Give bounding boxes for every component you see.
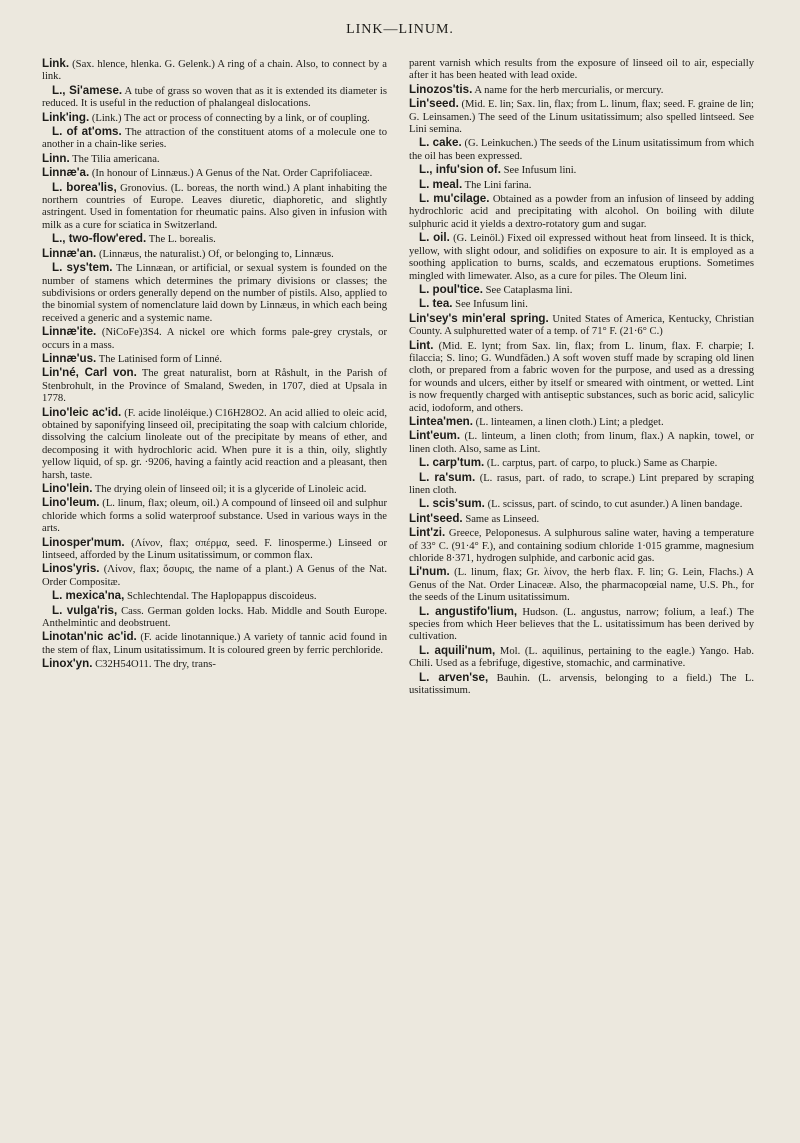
entry-text: (L. carptus, part. of carpo, to pluck.) Same as Charpie.	[486, 458, 718, 470]
entry-text: The drying olein of linseed oil; it is a glyceride of Linoleic acid.	[94, 484, 367, 495]
entry-headword: Link'ing.	[42, 110, 90, 124]
dictionary-entry	[42, 167, 387, 180]
entry-headword: Lint'seed.	[409, 511, 463, 525]
entry-text: Schlechtendal. The Haplopappus discoideus.	[127, 591, 317, 603]
dictionary-entry	[42, 563, 387, 589]
dictionary-entry	[409, 606, 754, 644]
entry-headword: L. sys'tem.	[52, 261, 113, 275]
entry-headword: L. angustifo'lium,	[419, 604, 518, 618]
entry-text: Hudson. (L. angustus, narrow; folium, a leaf.) The species from which Heer believes that the L. usitatissimum has been derived by cultivation.	[409, 606, 754, 643]
dictionary-entry	[409, 672, 754, 698]
dictionary-entry	[409, 513, 754, 526]
entry-headword: Lin'né, Carl von.	[42, 366, 137, 380]
entry-text: See Infusum lini.	[503, 165, 577, 177]
entry-headword: L. poul'tice.	[419, 282, 483, 296]
entry-headword: L. scis'sum.	[419, 497, 485, 511]
entry-text: A tube of grass so woven that as it is extended its diameter is reduced. It is useful in the reduction of phalangeal dislocations.	[42, 85, 387, 110]
dictionary-entry	[409, 232, 754, 283]
dictionary-entry	[42, 233, 387, 246]
entry-text: United States of America, Kentucky, Christian County. A sulphuretted water of a temp. of 71° F. (21·6° C.)	[409, 313, 755, 338]
entry-headword: L., two-flow'ered.	[52, 232, 147, 246]
entry-text: Greece, Peloponesus. A sulphurous saline water, having a temperature of 33° C. (91·4° F.), and containing sodium chloride 1·015 gramme, magnesium chloride 8·371, hydrogen sulphide, and carbonic acid gas.	[409, 528, 755, 565]
dictionary-entry	[42, 182, 387, 233]
entry-text: (G. Leinkuchen.) The seeds of the Linum usitatissimum from which the oil has been expressed.	[409, 138, 754, 162]
entry-text: Gronovius. (L. boreas, the north wind.) A plant inhabiting the northern countries of Europe. Leaves diuretic, diaphoretic, and slightly astringent. Used in fomentation for rheumatic pains. Also given in infusion with milk as a cure for sciatica in Switzerland.	[42, 182, 388, 231]
entry-headword: Li'num.	[409, 565, 450, 579]
entry-headword: Lino'leum.	[42, 496, 100, 510]
dictionary-entry	[42, 153, 387, 166]
dictionary-entry	[409, 340, 754, 415]
entry-headword: L. arven'se,	[419, 670, 489, 684]
dictionary-entry	[42, 497, 387, 535]
entry-headword: Lin'seed.	[409, 97, 459, 111]
dictionary-entry	[409, 566, 754, 604]
entry-text: (L. linteamen, a linen cloth.) Lint; a pledget.	[475, 416, 664, 428]
entry-text: Obtained as a powder from an infusion of linseed by adding hydrochloric acid and precipitating with alcohol. On boiling with dilute sulphuric acid it yields a dextro-rotatory gum and sugar.	[409, 194, 754, 230]
entry-headword: Linox'yn.	[42, 657, 93, 671]
entry-headword: Linnæ'a.	[42, 166, 90, 180]
dictionary-entry	[42, 85, 387, 111]
entry-text: A name for the herb mercurialis, or mercury.	[474, 84, 664, 96]
entry-headword: L. borea'lis,	[52, 180, 117, 194]
entry-text: (L. linum, flax; Gr. λίνον, the herb flax. F. lin; G. Lein, Flachs.) A Genus of the Nat. Order Linaceæ. Also, the pharmacopœial name, U.S. Ph., for the seeds of the Linum usitatissimum.	[409, 567, 754, 604]
entry-text: (Sax. hlence, hlenka. G. Gelenk.) A ring of a chain. Also, to connect by a link.	[42, 59, 387, 83]
entry-text: (Link.) The act or process of connecting by a link, or of coupling.	[91, 112, 370, 124]
entry-text: The great naturalist, born at Råshult, in the Parish of Stenbrohult, in the Province of Smaland, Sweden, in 1707, died at Upsala in 1778.	[42, 368, 387, 405]
dictionary-entry	[42, 483, 387, 496]
entry-headword: Linos'yris.	[42, 562, 100, 576]
dictionary-entry	[409, 179, 754, 192]
entry-headword: Linotan'nic ac'id.	[42, 630, 137, 644]
dictionary-entry	[409, 193, 754, 231]
entry-headword: L. carp'tum.	[419, 456, 485, 470]
entry-text: (L. rasus, part. of rado, to scrape.) Lint prepared by scraping linen cloth.	[409, 472, 754, 496]
entry-text: C32H54O11. The dry, trans-	[95, 659, 216, 671]
right-column	[409, 58, 754, 699]
entry-text: (Linnæus, the naturalist.) Of, or belonging to, Linnæus.	[98, 248, 334, 260]
entry-headword: Linnæ'ite.	[42, 325, 97, 339]
entry-headword: L. cake.	[419, 136, 462, 150]
entry-text: (NiCoFe)3S4. A nickel ore which forms pale-grey crystals, or occurs in a mass.	[42, 327, 387, 351]
entry-headword: L. mexica'na,	[52, 589, 125, 603]
dictionary-entry	[42, 407, 387, 482]
entry-headword: L. meal.	[419, 177, 463, 191]
dictionary-entry	[409, 498, 754, 511]
entry-text: See Cataplasma lini.	[485, 284, 573, 296]
entry-headword: Linozos'tis.	[409, 82, 473, 96]
entry-headword: Linn.	[42, 151, 70, 165]
entry-headword: Lino'leic ac'id.	[42, 405, 122, 419]
dictionary-entry	[42, 112, 387, 125]
entry-text: (F. acide linotannique.) A variety of tannic acid found in the stem of flax, Linum usitatissimum. It is coloured green by ferric perchloride.	[42, 632, 387, 656]
dictionary-entry	[42, 590, 387, 603]
entry-text: (G. Leinöl.) Fixed oil expressed without heat from linseed. It is thick, yellow, with slight odour, and solidifies on exposure to air. It is employed as a soothing application to burns, scalds, and eczematous eruptions. Sometimes mingled with limewater. Also, as a cure for piles. The Oleum lini.	[409, 233, 754, 282]
entry-text: (In honour of Linnæus.) A Genus of the Nat. Order Caprifoliaceæ.	[91, 168, 373, 180]
dictionary-entry	[409, 298, 754, 311]
entry-headword: Linnæ'us.	[42, 351, 97, 365]
entry-headword: Lino'lein.	[42, 482, 93, 495]
entry-text: The Linnæan, or artificial, or sexual system is founded on the number of stamens which determines the primary divisions or classes; the subdivisions or orders generally depend on the number of pistils. Also, applied to the binomial system of nomenclature laid down by Linnæus, in which each being received a generic and a systemic name.	[42, 263, 387, 324]
dictionary-entry	[42, 326, 387, 352]
entry-text: See Infusum lini.	[455, 299, 528, 311]
entry-text: The attraction of the constituent atoms of a molecule one to another in a chain-like series.	[42, 127, 387, 151]
entry-headword: Lint.	[409, 338, 434, 352]
dictionary-entry	[409, 84, 754, 97]
dictionary-entry	[42, 262, 387, 325]
entry-headword: L. oil.	[419, 231, 450, 245]
dictionary-entry	[409, 284, 754, 297]
entry-text: Mol. (L. aquilinus, pertaining to the eagle.) Yango. Hab. Chili. Used as a febrifuge, digestive, stomachic, and carminative.	[409, 645, 754, 670]
entry-headword: Lintea'men.	[409, 414, 473, 428]
entry-headword: Linosper'mum.	[42, 535, 125, 549]
entry-text: Bauhin. (L. arvensis, belonging to a field.) The L. usitatissimum.	[409, 672, 755, 697]
entry-headword: L. ra'sum.	[419, 470, 476, 484]
dictionary-entry	[409, 58, 754, 83]
entry-text: (L. scissus, part. of scindo, to cut asunder.) A linen bandage.	[487, 499, 743, 511]
entry-headword: L., infu'sion of.	[419, 163, 501, 177]
entry-text: (Λίνον, flax; ὄσυρις, the name of a plant.) A Genus of the Nat. Order Compositæ.	[42, 564, 387, 588]
running-head: LINK—LINUM.	[346, 22, 454, 37]
dictionary-entry	[409, 416, 754, 429]
entry-headword: Lint'zi.	[409, 526, 446, 540]
dictionary-entry	[42, 248, 387, 261]
entry-headword: Link.	[42, 57, 70, 70]
left-column	[42, 58, 387, 673]
dictionary-entry	[42, 537, 387, 563]
entry-text: (F. acide linoléique.) C16H28O2. An acid allied to oleic acid, obtained by saponifying linseed oil, precipitating the soap with calcium chloride, dissolving the calcium linoleate out of the precipitate by means of ether, and decomposing it with hydrochloric acid. When pure it is a thin, oily, slightly yellow liquid, of sp. gr. ·9206, having a faintly acid reaction and a pleasant, then harsh, taste.	[42, 407, 387, 481]
entry-headword: L. tea.	[419, 297, 453, 311]
entry-text: Same as Linseed.	[465, 513, 540, 525]
dictionary-entry	[42, 58, 387, 84]
dictionary-entry	[409, 137, 754, 163]
dictionary-entry	[42, 126, 387, 152]
entry-text: Cass. German golden locks. Hab. Middle and South Europe. Anthelmintic and deobstruent.	[42, 605, 387, 630]
entry-text: (Mid. E. lynt; from Sax. lin, flax; from L. linum, flax. F. charpie; I. filaccia; S. lino; G. Wundfäden.) A soft woven stuff made by scraping old linen cloth, or prepared from a fabric woven for the purpose, and used as a dressing for wounds and ulcers, either by itself or smeared with ointment, or wetted. Lint is now frequently charged with antiseptic substances, such as boric acid, salicylic acid, iodoform, and others.	[409, 340, 754, 414]
entry-text: (Λίνον, flax; σπέρμα, seed. F. linosperme.) Linseed or lintseed, afforded by the Linum usitatissimum, or common flax.	[42, 537, 388, 562]
dictionary-entry	[409, 430, 754, 456]
entry-headword: Linnæ'an.	[42, 246, 97, 260]
entry-headword: L., Si'amese.	[52, 83, 123, 97]
entry-text: (L. linum, flax; oleum, oil.) A compound of linseed oil and sulphur chloride which forms a solid waterproof substance. Used in various ways in the arts.	[42, 498, 387, 535]
dictionary-entry	[409, 527, 754, 565]
entry-headword: L. of at'oms.	[52, 125, 122, 139]
entry-headword: L. aquili'num,	[419, 643, 496, 657]
dictionary-entry	[409, 313, 754, 339]
entry-text: (Mid. E. lin; Sax. lin, flax; from L. linum, flax; seed. F. graine de lin; G. Leinsamen.) The seed of the Linum usitatissimum; also spelled lintseed. See Lini semina.	[409, 99, 754, 136]
dictionary-entry	[409, 472, 754, 498]
dictionary-entry	[42, 631, 387, 657]
entry-headword: L. mu'cilage.	[419, 192, 490, 206]
entry-headword: L. vulga'ris,	[52, 603, 118, 617]
dictionary-entry	[42, 658, 387, 671]
dictionary-entry	[409, 98, 754, 136]
dictionary-entry	[409, 164, 754, 177]
entry-text: (L. linteum, a linen cloth; from linum, flax.) A napkin, towel, or linen cloth. Also, same as Lint.	[409, 431, 754, 455]
dictionary-entry	[42, 367, 387, 405]
dictionary-entry	[42, 353, 387, 366]
entry-text: The Tilia americana.	[72, 153, 160, 165]
dictionary-entry	[409, 457, 754, 470]
entry-headword: Lin'sey's min'eral spring.	[409, 311, 549, 325]
entry-text: The L. borealis.	[148, 234, 216, 246]
entry-text: The Lini farina.	[464, 179, 532, 191]
entry-headword: Lint'eum.	[409, 429, 461, 443]
dictionary-entry	[409, 645, 754, 671]
entry-text: The Latinised form of Linné.	[98, 353, 223, 365]
dictionary-entry	[42, 605, 387, 631]
entry-text: parent varnish which results from the exposure of linseed oil to air, especially after it has been heated with lead oxide.	[409, 58, 754, 82]
